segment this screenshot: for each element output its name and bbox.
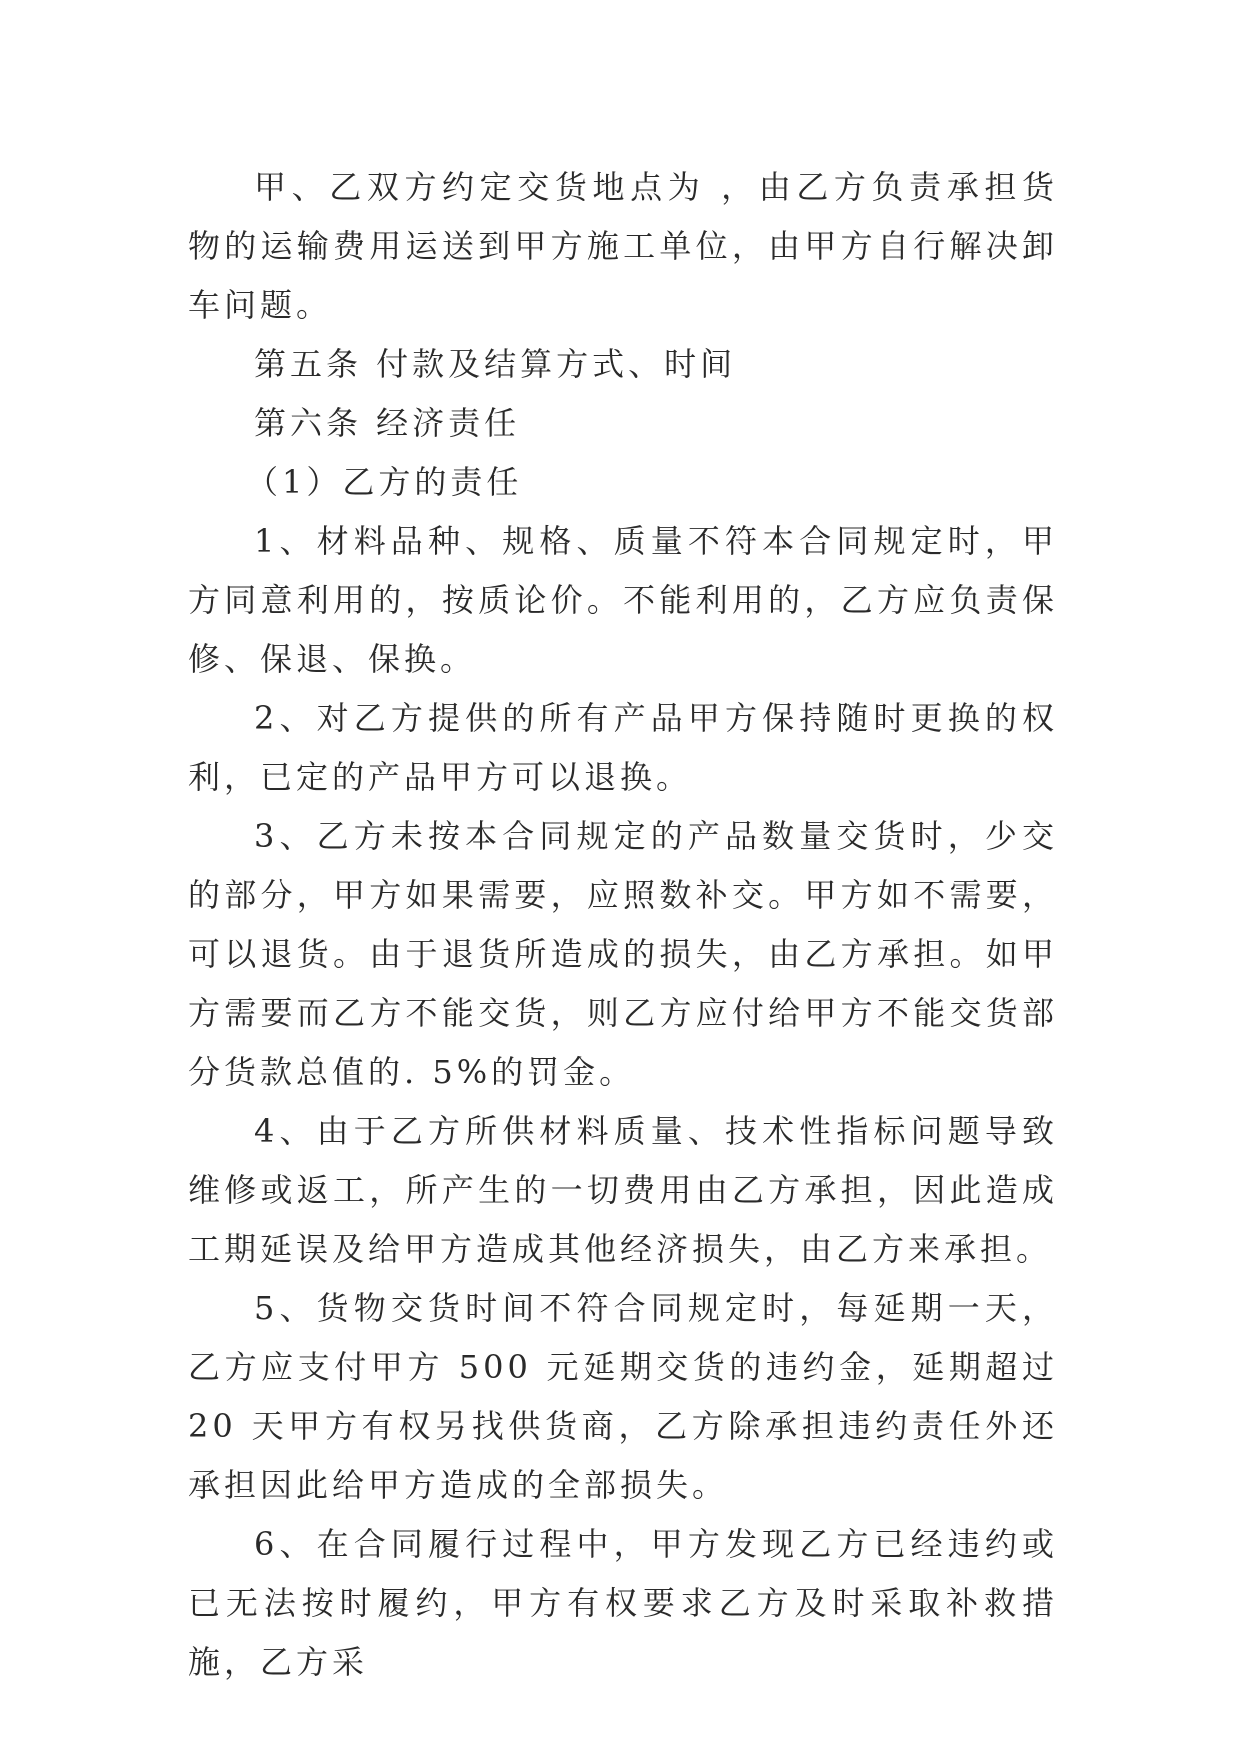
paragraph-delivery-location: 甲、乙双方约定交货地点为 ，由乙方负责承担货物的运输费用运送到甲方施工单位，由甲方自行解决卸车问题。 — [188, 168, 1058, 324]
article-6-heading: 第六条 经济责任 — [254, 404, 521, 442]
clause-5: 5、货物交货时间不符合同规定时，每延期一天，乙方应支付甲方 500 元延期交货的违约金，延期超过 20 天甲方有权另找供货商，乙方除承担违约责任外还承担因此给甲方造成的全部损失。 — [188, 1289, 1058, 1504]
clause-6: 6、在合同履行过程中，甲方发现乙方已经违约或已无法按时履约，甲方有权要求乙方及时采取补救措施，乙方采 — [188, 1525, 1058, 1681]
clause-2: 2、对乙方提供的所有产品甲方保持随时更换的权利，已定的产品甲方可以退换。 — [188, 699, 1058, 796]
document-body — [188, 158, 1058, 1692]
article-5-heading: 第五条 付款及结算方式、时间 — [254, 345, 737, 383]
clause-1: 1、材料品种、规格、质量不符本合同规定时，甲方同意利用的，按质论价。不能利用的，乙方应负责保修、保退、保换。 — [188, 522, 1058, 678]
clause-4: 4、由于乙方所供材料质量、技术性指标问题导致维修或返工，所产生的一切费用由乙方承担，因此造成工期延误及给甲方造成其他经济损失，由乙方来承担。 — [188, 1112, 1058, 1268]
clause-3: 3、乙方未按本合同规定的产品数量交货时，少交的部分，甲方如果需要，应照数补交。甲方如不需要，可以退货。由于退货所造成的损失，由乙方承担。如甲方需要而乙方不能交货，则乙方应付给甲方不能交货部分货款总值的. 5%的罚金。 — [188, 817, 1058, 1091]
party-b-responsibility-heading: （1）乙方的责任 — [246, 463, 523, 501]
